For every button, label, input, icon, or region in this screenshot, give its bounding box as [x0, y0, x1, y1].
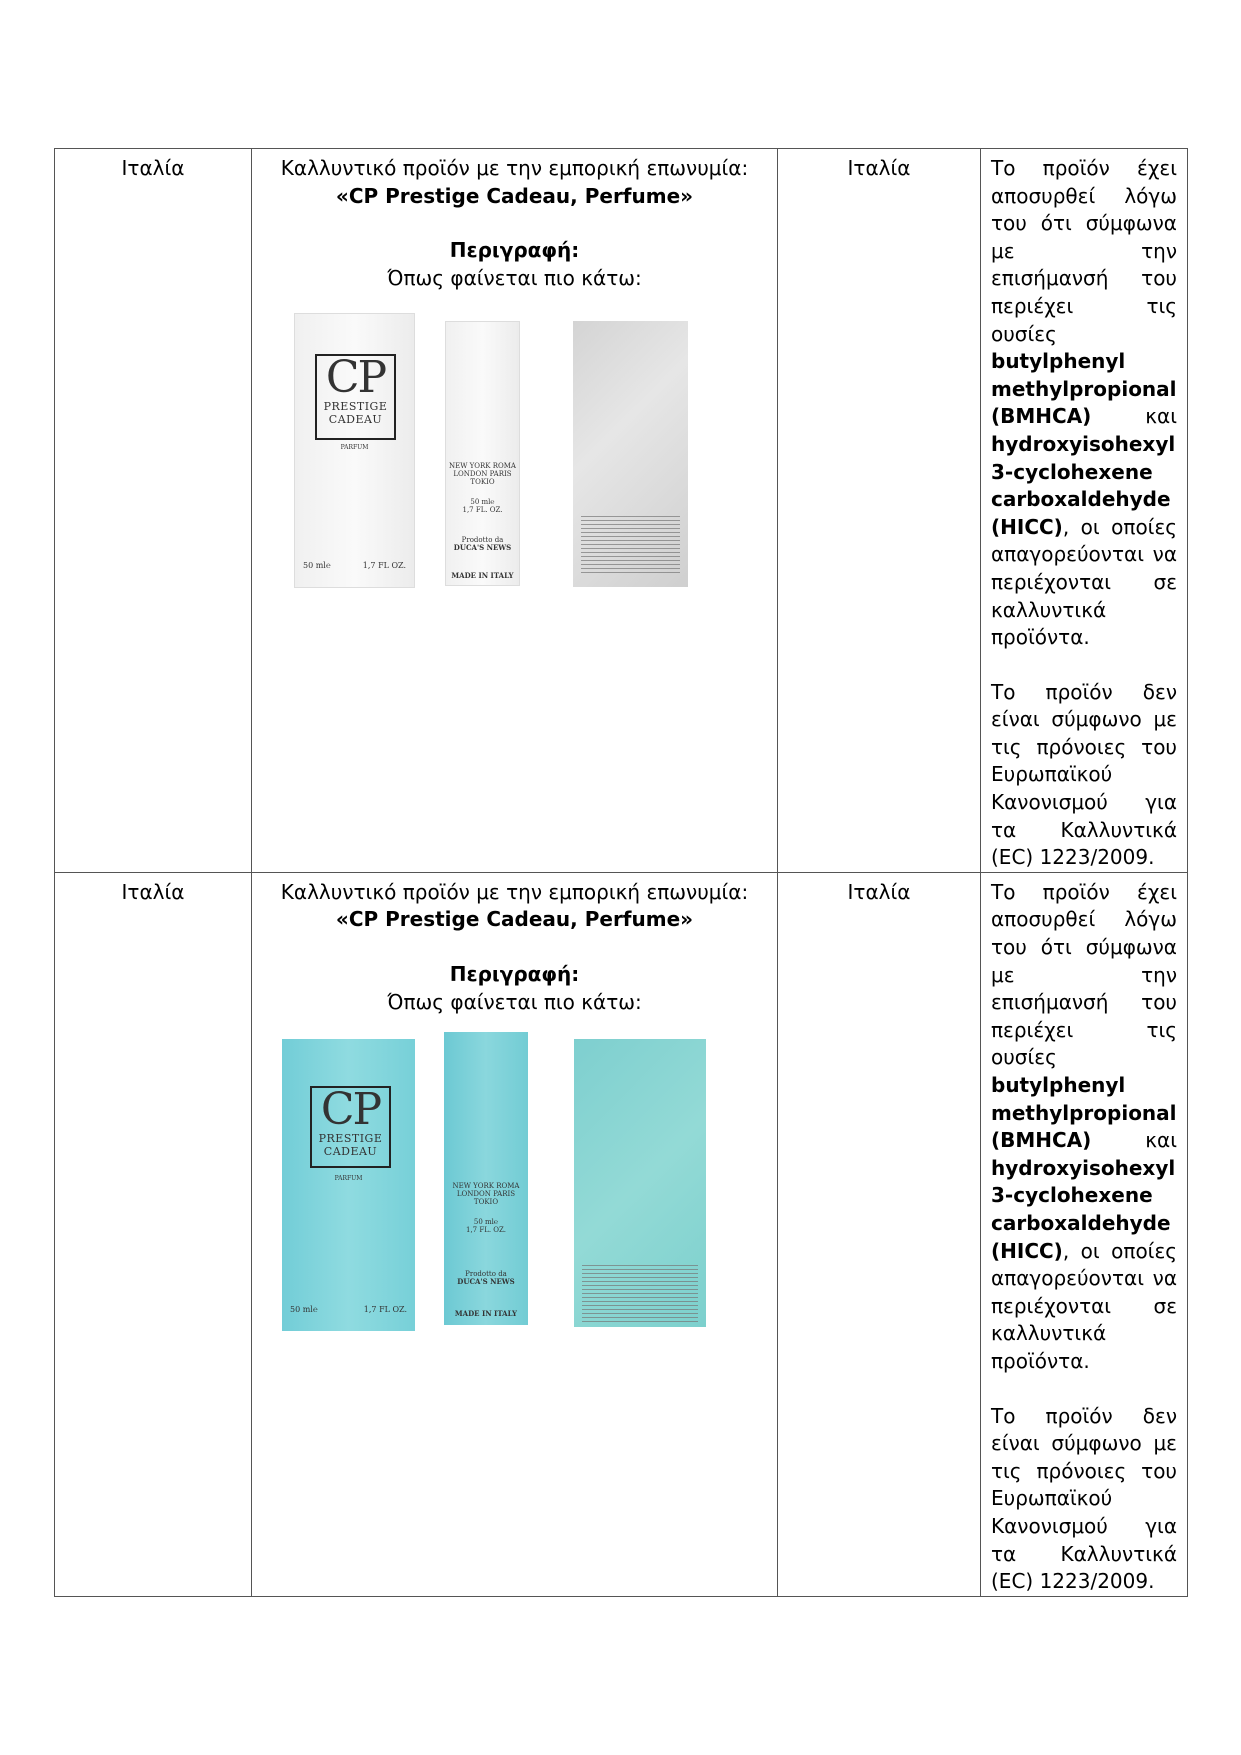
side-box-photo: NEW YORK ROMA LONDON PARIS TOKIO 50 ml℮ 1,7 FL. OZ. Prodotto da DUCA'S NEWS MADE IN ITALY — [445, 321, 520, 586]
reason-text: Το προϊόν έχει αποσυρθεί λόγω του ότι σύμφωνα με την επισήμανσή του περιέχει τις ουσίες butylphenyl methylpropional (BMHCA) και hydroxyisohexyl 3-cyclohexene carboxaldehyde (HICC), οι οποίες απαγορεύονται να περιέχονται σε καλλυντικά προϊόντα. — [991, 156, 1177, 650]
product-cell — [252, 149, 778, 873]
description-label: Περιγραφή: — [449, 962, 580, 987]
product-cell — [252, 872, 778, 1596]
reason-cell — [981, 149, 1188, 873]
back-box-photo — [574, 1039, 706, 1327]
country-cell — [55, 872, 252, 1596]
recall-table — [54, 148, 1188, 1597]
notifying-country-cell — [778, 149, 981, 873]
product-photos — [262, 305, 767, 605]
notifying-country-cell — [778, 872, 981, 1596]
table-row — [55, 872, 1188, 1596]
ingredients-list-image — [582, 1265, 698, 1325]
side-box-photo: NEW YORK ROMA LONDON PARIS TOKIO 50 ml℮ 1,7 FL. OZ. Prodotto da DUCA'S NEWS MADE IN ITALY — [444, 1032, 528, 1325]
description-text: Όπως φαίνεται πιο κάτω: — [387, 265, 642, 290]
product-photos — [262, 1029, 767, 1329]
product-name: «CP Prestige Cadeau, Perfume» — [335, 183, 694, 208]
front-box-photo: CP PRESTIGE CADEAU PARFUM 50 ml℮ 1,7 FL OZ. — [294, 313, 415, 588]
table-row — [55, 149, 1188, 873]
description-label: Περιγραφή: — [449, 238, 580, 263]
reason-text: Το προϊόν έχει αποσυρθεί λόγω του ότι σύμφωνα με την επισήμανσή του περιέχει τις ουσίες butylphenyl methylpropional (BMHCA) και hydroxyisohexyl 3-cyclohexene carboxaldehyde (HICC), οι οποίες απαγορεύονται να περιέχονται σε καλλυντικά προϊόντα. — [991, 879, 1177, 1373]
product-intro: Καλλυντικό προϊόν με την εμπορική επωνυμία: — [280, 879, 749, 904]
product-intro: Καλλυντικό προϊόν με την εμπορική επωνυμία: — [280, 156, 749, 180]
country-text: Ιταλία — [121, 156, 185, 180]
brand-logo: CP PRESTIGE CADEAU — [315, 354, 396, 440]
notifying-country-text: Ιταλία — [847, 156, 911, 180]
back-box-photo — [573, 321, 688, 587]
notifying-country-text: Ιταλία — [847, 879, 911, 904]
description-text: Όπως φαίνεται πιο κάτω: — [387, 989, 642, 1014]
compliance-text: Το προϊόν δεν είναι σύμφωνο με τις πρόνοιες του Ευρωπαϊκού Κανονισμού για τα Καλλυντικά (EC) 1223/2009. — [991, 679, 1177, 870]
reason-cell — [981, 872, 1188, 1596]
ingredients-list-image — [581, 516, 680, 576]
country-cell — [55, 149, 252, 873]
product-name: «CP Prestige Cadeau, Perfume» — [335, 907, 694, 932]
compliance-text: Το προϊόν δεν είναι σύμφωνο με τις πρόνοιες του Ευρωπαϊκού Κανονισμού για τα Καλλυντικά (EC) 1223/2009. — [991, 1403, 1177, 1594]
country-text: Ιταλία — [121, 879, 185, 904]
front-box-photo: CP PRESTIGE CADEAU PARFUM 50 ml℮ 1,7 FL OZ. — [282, 1039, 415, 1331]
brand-logo: CP PRESTIGE CADEAU — [310, 1086, 391, 1168]
